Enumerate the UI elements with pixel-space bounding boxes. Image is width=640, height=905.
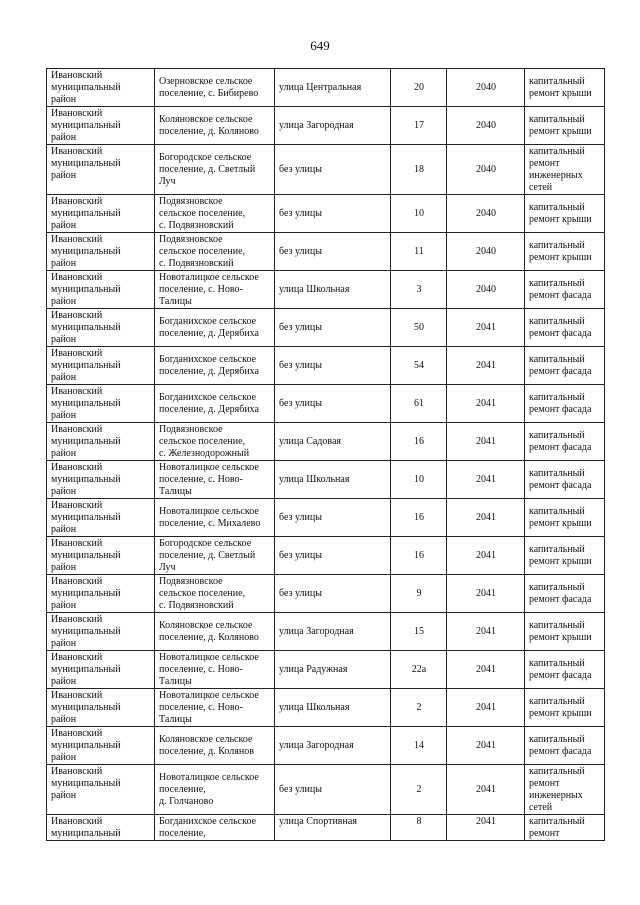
house-number-cell: 16	[391, 423, 447, 461]
settlement-cell: Коляновское сельское поселение, д. Коляново	[155, 107, 275, 145]
year-cell: 2041	[447, 651, 525, 689]
district-cell: Ивановский муниципальный район	[47, 689, 155, 727]
settlement-cell: Новоталицкое сельское поселение, д. Голчаново	[155, 765, 275, 815]
street-cell: без улицы	[275, 309, 391, 347]
work-type-cell: капитальный ремонт крыши	[525, 69, 605, 107]
work-type-cell: капитальный ремонт крыши	[525, 107, 605, 145]
year-cell: 2040	[447, 69, 525, 107]
house-number-cell: 2	[391, 765, 447, 815]
district-cell: Ивановский муниципальный район	[47, 423, 155, 461]
settlement-cell: Богданихское сельское поселение, д. Дерябиха	[155, 385, 275, 423]
house-number-cell: 50	[391, 309, 447, 347]
district-cell: Ивановский муниципальный район	[47, 309, 155, 347]
table-row	[47, 537, 605, 575]
work-type-cell: капитальный ремонт крыши	[525, 499, 605, 537]
repair-schedule-table	[46, 68, 605, 841]
settlement-cell: Богородское сельское поселение, д. Светлый Луч	[155, 537, 275, 575]
district-cell: Ивановский муниципальный район	[47, 347, 155, 385]
table-row	[47, 107, 605, 145]
work-type-cell: капитальный ремонт фасада	[525, 575, 605, 613]
work-type-cell: капитальный ремонт фасада	[525, 423, 605, 461]
settlement-cell: Богданихское сельское поселение, д. Дерябиха	[155, 309, 275, 347]
year-cell: 2041	[447, 575, 525, 613]
year-cell: 2041	[447, 613, 525, 651]
street-cell: улица Школьная	[275, 461, 391, 499]
street-cell: без улицы	[275, 347, 391, 385]
work-type-cell: капитальный ремонт фасада	[525, 385, 605, 423]
year-cell: 2041	[447, 815, 525, 841]
street-cell: улица Спортивная	[275, 815, 391, 841]
year-cell: 2040	[447, 145, 525, 195]
table-row	[47, 423, 605, 461]
street-cell: улица Школьная	[275, 689, 391, 727]
street-cell: без улицы	[275, 765, 391, 815]
house-number-cell: 10	[391, 195, 447, 233]
year-cell: 2041	[447, 461, 525, 499]
street-cell: улица Школьная	[275, 271, 391, 309]
district-cell: Ивановский муниципальный район	[47, 385, 155, 423]
work-type-cell: капитальный ремонт	[525, 815, 605, 841]
district-cell: Ивановский муниципальный район	[47, 271, 155, 309]
house-number-cell: 11	[391, 233, 447, 271]
table-row	[47, 385, 605, 423]
year-cell: 2041	[447, 765, 525, 815]
district-cell: Ивановский муниципальный район	[47, 651, 155, 689]
table-row	[47, 651, 605, 689]
house-number-cell: 54	[391, 347, 447, 385]
table-row	[47, 309, 605, 347]
settlement-cell: Коляновское сельское поселение, д. Колянов	[155, 727, 275, 765]
work-type-cell: капитальный ремонт фасада	[525, 347, 605, 385]
district-cell: Ивановский муниципальный район	[47, 727, 155, 765]
street-cell: улица Загородная	[275, 613, 391, 651]
house-number-cell: 14	[391, 727, 447, 765]
district-cell: Ивановский муниципальный район	[47, 233, 155, 271]
work-type-cell: капитальный ремонт фасада	[525, 309, 605, 347]
district-cell: Ивановский муниципальный район	[47, 613, 155, 651]
district-cell: Ивановский муниципальный район	[47, 499, 155, 537]
district-cell: Ивановский муниципальный район	[47, 145, 155, 195]
work-type-cell: капитальный ремонт фасада	[525, 727, 605, 765]
street-cell: без улицы	[275, 575, 391, 613]
work-type-cell: капитальный ремонт инженерных сетей	[525, 765, 605, 815]
work-type-cell: капитальный ремонт фасада	[525, 461, 605, 499]
house-number-cell: 16	[391, 499, 447, 537]
table-row	[47, 613, 605, 651]
district-cell: Ивановский муниципальный район	[47, 195, 155, 233]
district-cell: Ивановский муниципальный район	[47, 69, 155, 107]
street-cell: без улицы	[275, 233, 391, 271]
settlement-cell: Богданихское сельское поселение, д. Дерябиха	[155, 347, 275, 385]
settlement-cell: Подвязновское сельское поселение, с. Подвязновский	[155, 233, 275, 271]
street-cell: улица Загородная	[275, 727, 391, 765]
street-cell: без улицы	[275, 537, 391, 575]
page-number: 649	[310, 38, 330, 53]
house-number-cell: 3	[391, 271, 447, 309]
street-cell: без улицы	[275, 145, 391, 195]
year-cell: 2040	[447, 271, 525, 309]
year-cell: 2041	[447, 537, 525, 575]
settlement-cell: Подвязновское сельское поселение, с. Подвязновский	[155, 575, 275, 613]
table-row	[47, 347, 605, 385]
year-cell: 2041	[447, 689, 525, 727]
house-number-cell: 10	[391, 461, 447, 499]
settlement-cell: Новоталицкое сельское поселение, с. Ново- Талицы	[155, 689, 275, 727]
settlement-cell: Богородское сельское поселение, д. Светлый Луч	[155, 145, 275, 195]
year-cell: 2041	[447, 727, 525, 765]
year-cell: 2041	[447, 347, 525, 385]
house-number-cell: 61	[391, 385, 447, 423]
year-cell: 2040	[447, 195, 525, 233]
settlement-cell: Озерновское сельское поселение, с. Бибирево	[155, 69, 275, 107]
settlement-cell: Новоталицкое сельское поселение, с. Михалево	[155, 499, 275, 537]
table-row	[47, 195, 605, 233]
house-number-cell: 22а	[391, 651, 447, 689]
house-number-cell: 8	[391, 815, 447, 841]
work-type-cell: капитальный ремонт крыши	[525, 233, 605, 271]
table-row	[47, 233, 605, 271]
table-row	[47, 765, 605, 815]
year-cell: 2041	[447, 385, 525, 423]
work-type-cell: капитальный ремонт фасада	[525, 271, 605, 309]
year-cell: 2041	[447, 423, 525, 461]
work-type-cell: капитальный ремонт крыши	[525, 537, 605, 575]
settlement-cell: Новоталицкое сельское поселение, с. Ново- Талицы	[155, 271, 275, 309]
district-cell: Ивановский муниципальный район	[47, 537, 155, 575]
table-row	[47, 145, 605, 195]
work-type-cell: капитальный ремонт крыши	[525, 613, 605, 651]
district-cell: Ивановский муниципальный район	[47, 765, 155, 815]
street-cell: без улицы	[275, 499, 391, 537]
work-type-cell: капитальный ремонт крыши	[525, 689, 605, 727]
work-type-cell: капитальный ремонт инженерных сетей	[525, 145, 605, 195]
table-row	[47, 271, 605, 309]
year-cell: 2041	[447, 309, 525, 347]
street-cell: без улицы	[275, 195, 391, 233]
house-number-cell: 2	[391, 689, 447, 727]
street-cell: без улицы	[275, 385, 391, 423]
house-number-cell: 18	[391, 145, 447, 195]
table-row	[47, 815, 605, 841]
year-cell: 2041	[447, 499, 525, 537]
district-cell: Ивановский муниципальный район	[47, 107, 155, 145]
table-body	[47, 69, 605, 841]
settlement-cell: Новоталицкое сельское поселение, с. Ново- Талицы	[155, 461, 275, 499]
settlement-cell: Коляновское сельское поселение, д. Коляново	[155, 613, 275, 651]
house-number-cell: 20	[391, 69, 447, 107]
work-type-cell: капитальный ремонт крыши	[525, 195, 605, 233]
district-cell: Ивановский муниципальный	[47, 815, 155, 841]
district-cell: Ивановский муниципальный район	[47, 575, 155, 613]
settlement-cell: Подвязновское сельское поселение, с. Подвязновский	[155, 195, 275, 233]
house-number-cell: 9	[391, 575, 447, 613]
table-row	[47, 69, 605, 107]
house-number-cell: 16	[391, 537, 447, 575]
table-row	[47, 727, 605, 765]
settlement-cell: Подвязновское сельское поселение, с. Железнодорожный	[155, 423, 275, 461]
house-number-cell: 15	[391, 613, 447, 651]
table-row	[47, 575, 605, 613]
street-cell: улица Центральная	[275, 69, 391, 107]
district-cell: Ивановский муниципальный район	[47, 461, 155, 499]
settlement-cell: Новоталицкое сельское поселение, с. Ново- Талицы	[155, 651, 275, 689]
year-cell: 2040	[447, 107, 525, 145]
street-cell: улица Садовая	[275, 423, 391, 461]
table-row	[47, 461, 605, 499]
settlement-cell: Богданихское сельское поселение,	[155, 815, 275, 841]
street-cell: улица Радужная	[275, 651, 391, 689]
table-row	[47, 499, 605, 537]
year-cell: 2040	[447, 233, 525, 271]
work-type-cell: капитальный ремонт фасада	[525, 651, 605, 689]
table-row	[47, 689, 605, 727]
street-cell: улица Загородная	[275, 107, 391, 145]
house-number-cell: 17	[391, 107, 447, 145]
